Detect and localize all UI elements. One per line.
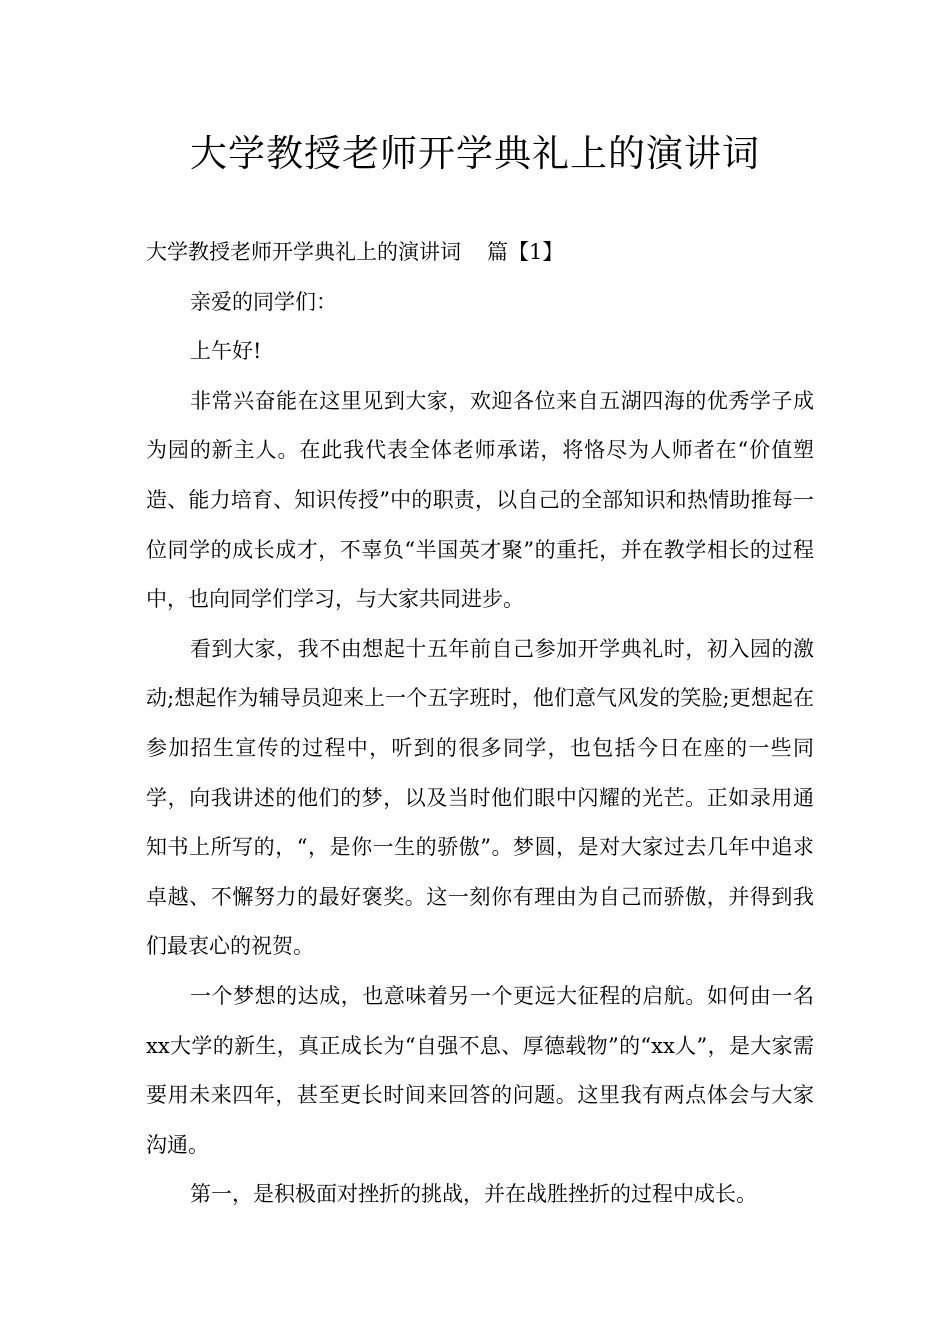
salutation: 上午好! <box>190 339 262 364</box>
paragraph: 看到大家，我不由想起十五年前自己参加开学典礼时，初入园的激动;想起作为辅导员迎来上一个五字班时，他们意气风发的笑脸;更想起在参加招生宣传的过程中，听到的很多同学，也包括今日在座的一些同学，向我讲述的他们的梦，以及当时他们眼中闪耀的光芒。正如录用通知书上所写的，“，是你一生的骄傲”。梦圆，是对大家过去几年中追求卓越、不懈努力的最好褒奖。这一刻你有理由为自己而骄傲，并得到我们最衷心的祝贺。 <box>146 636 814 959</box>
paragraph: 非常兴奋能在这里见到大家，欢迎各位来自五湖四海的优秀学子成为园的新主人。在此我代表全体老师承诺，将恪尽为人师者在“价值塑造、能力培育、知识传授”中的职责，以自己的全部知识和热情助推每一位同学的成长成才，不辜负“半国英才聚”的重托，并在教学相长的过程中，也向同学们学习，与大家共同进步。 <box>146 388 814 612</box>
document-title: 大学教授老师开学典礼上的演讲词 <box>190 132 760 175</box>
paragraph: 第一，是积极面对挫折的挑战，并在战胜挫折的过程中成长。 <box>190 1182 757 1207</box>
section-heading-text: 大学教授老师开学典礼上的演讲词 <box>146 240 461 264</box>
section-heading <box>146 228 814 278</box>
paragraph: 一个梦想的达成，也意味着另一个更远大征程的启航。如何由一名xx大学的新生，真正成长为“自强不息、厚德载物”的“xx人”，是大家需要用未来四年，甚至更长时间来回答的问题。这里我有两点体会与大家沟通。 <box>146 983 814 1157</box>
section-number: 篇【1】 <box>487 240 564 264</box>
greeting: 亲爱的同学们： <box>190 289 337 314</box>
document-body <box>146 228 814 1220</box>
